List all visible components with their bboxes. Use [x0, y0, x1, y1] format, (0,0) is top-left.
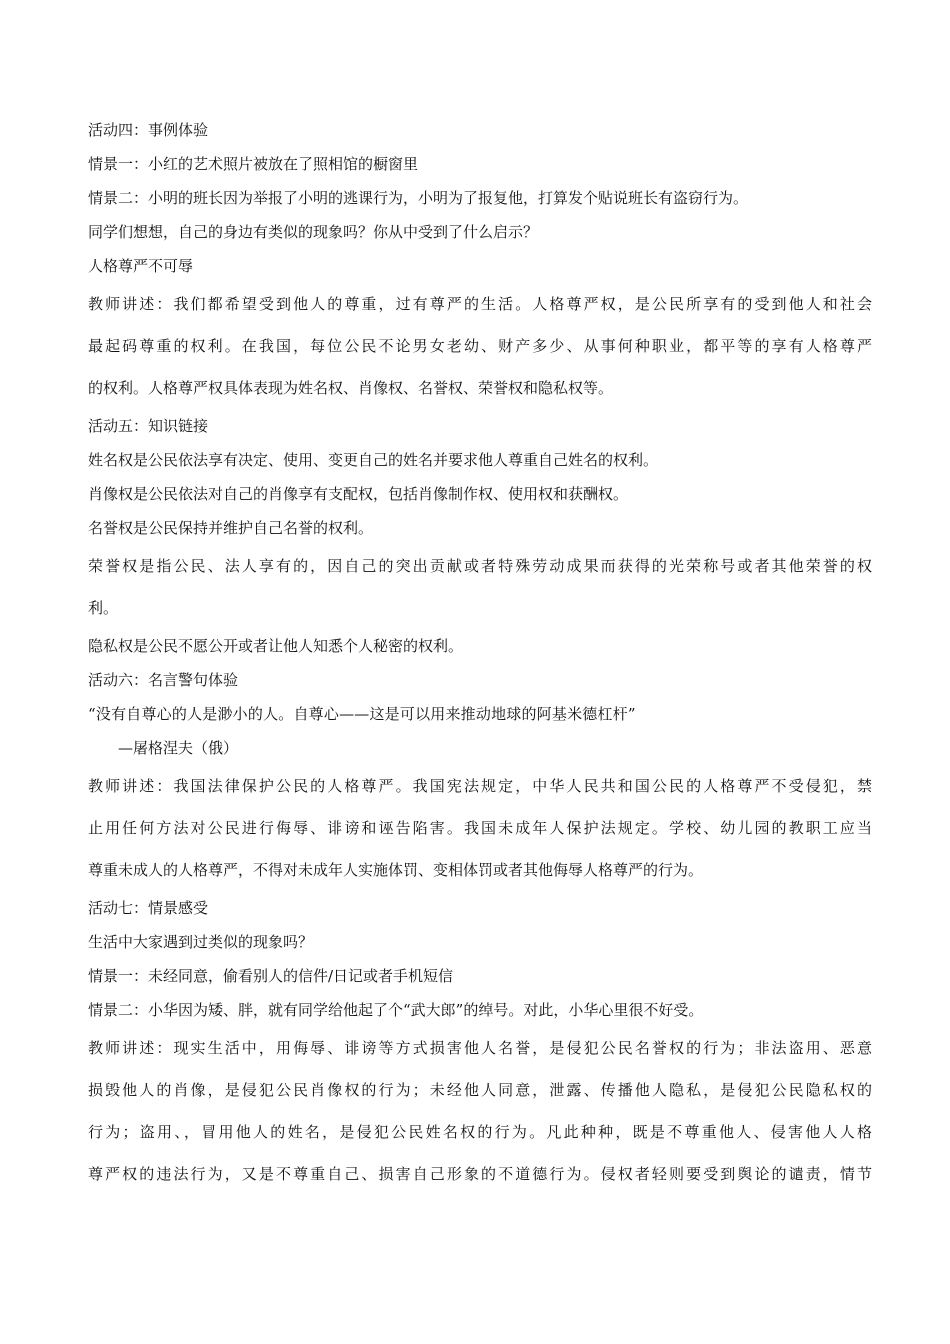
scenario-2-text: 情景二：小明的班长因为举报了小明的逃课行为，小明为了报复他，打算发个贴说班长有盗窃行为。 — [88, 189, 749, 207]
scenario-1b-text: 情景一：未经同意，偷看别人的信件/日记或者手机短信 — [88, 967, 454, 985]
question-text: 同学们想想，自己的身边有类似的现象吗？你从中受到了什么启示？ — [88, 223, 539, 241]
section-heading-dignity: 人格尊严不可辱 — [88, 257, 194, 275]
reputation-right-text: 名誉权是公民保持并维护自己名誉的权利。 — [88, 519, 374, 537]
paragraph-line: 尊严权的违法行为，又是不尊重自己、损害自己形象的不道德行为。侵权者轻则要受到舆论的谴责，情节 — [88, 1165, 872, 1183]
teacher-paragraph-2 — [88, 765, 872, 891]
paragraph-line: 的权利。人格尊严权具体表现为姓名权、肖像权、名誉权、荣誉权和隐私权等。 — [88, 379, 614, 397]
paragraph-line: 最起码尊重的权利。在我国，每位公民不论男女老幼、财产多少、从事何种职业，都平等的享有人格尊严 — [88, 337, 872, 355]
activity-4-heading: 活动四：事例体验 — [88, 121, 209, 139]
paragraph-line: 教师讲述：我们都希望受到他人的尊重，过有尊严的生活。人格尊严权，是公民所享有的受到他人和社会 — [88, 295, 872, 313]
privacy-right-text: 隐私权是公民不愿公开或者让他人知悉个人秘密的权利。 — [88, 637, 464, 655]
scenario-1-text: 情景一：小红的艺术照片被放在了照相馆的橱窗里 — [88, 155, 419, 173]
name-right-text: 姓名权是公民依法享有决定、使用、变更自己的姓名并要求他人尊重自己姓名的权利。 — [88, 451, 659, 469]
paragraph-line: 尊重未成人的人格尊严，不得对未成年人实施体罚、变相体罚或者其他侮辱人格尊严的行为。 — [88, 861, 704, 879]
paragraph-line: 损毁他人的肖像，是侵犯公民肖像权的行为；未经他人同意，泄露、传播他人隐私，是侵犯公民隐私权的 — [88, 1081, 872, 1099]
paragraph-line: 止用任何方法对公民进行侮辱、诽谤和诬告陷害。我国未成年人保护法规定。学校、幼儿园的教职工应当 — [88, 819, 872, 837]
honor-right-paragraph — [88, 545, 872, 629]
activity-6-heading: 活动六：名言警句体验 — [88, 671, 239, 689]
paragraph-line: 教师讲述：现实生活中，用侮辱、诽谤等方式损害他人名誉，是侵犯公民名誉权的行为；非法盗用、恶意 — [88, 1039, 872, 1057]
activity-5-heading: 活动五：知识链接 — [88, 417, 209, 435]
scenario-2b-text: 情景二：小华因为矮、胖，就有同学给他起了个“武大郎”的绰号。对此，小华心里很不好受。 — [88, 1001, 704, 1019]
quote-attribution: —屠格涅夫（俄） — [118, 739, 239, 757]
paragraph-line: 行为；盗用、，冒用他人的姓名，是侵犯公民姓名权的行为。凡此种种，既是不尊重他人、侵害他人人格 — [88, 1123, 872, 1141]
document-page — [88, 113, 872, 1195]
paragraph-line: 荣誉权是指公民、法人享有的，因自己的突出贡献或者特殊劳动成果而获得的光荣称号或者其他荣誉的权 — [88, 557, 872, 575]
paragraph-line: 利。 — [88, 599, 119, 617]
activity-7-heading: 活动七：情景感受 — [88, 899, 209, 917]
paragraph-line: 教师讲述：我国法律保护公民的人格尊严。我国宪法规定，中华人民共和国公民的人格尊严不受侵犯，禁 — [88, 777, 872, 795]
teacher-paragraph-3 — [88, 1027, 872, 1195]
teacher-paragraph-1 — [88, 283, 872, 409]
life-question-text: 生活中大家遇到过类似的现象吗？ — [88, 933, 314, 951]
quote-text: “没有自尊心的人是渺小的人。自尊心——这是可以用来推动地球的阿基米德杠杆” — [88, 705, 636, 723]
portrait-right-text: 肖像权是公民依法对自己的肖像享有支配权，包括肖像制作权、使用权和获酬权。 — [88, 485, 629, 503]
